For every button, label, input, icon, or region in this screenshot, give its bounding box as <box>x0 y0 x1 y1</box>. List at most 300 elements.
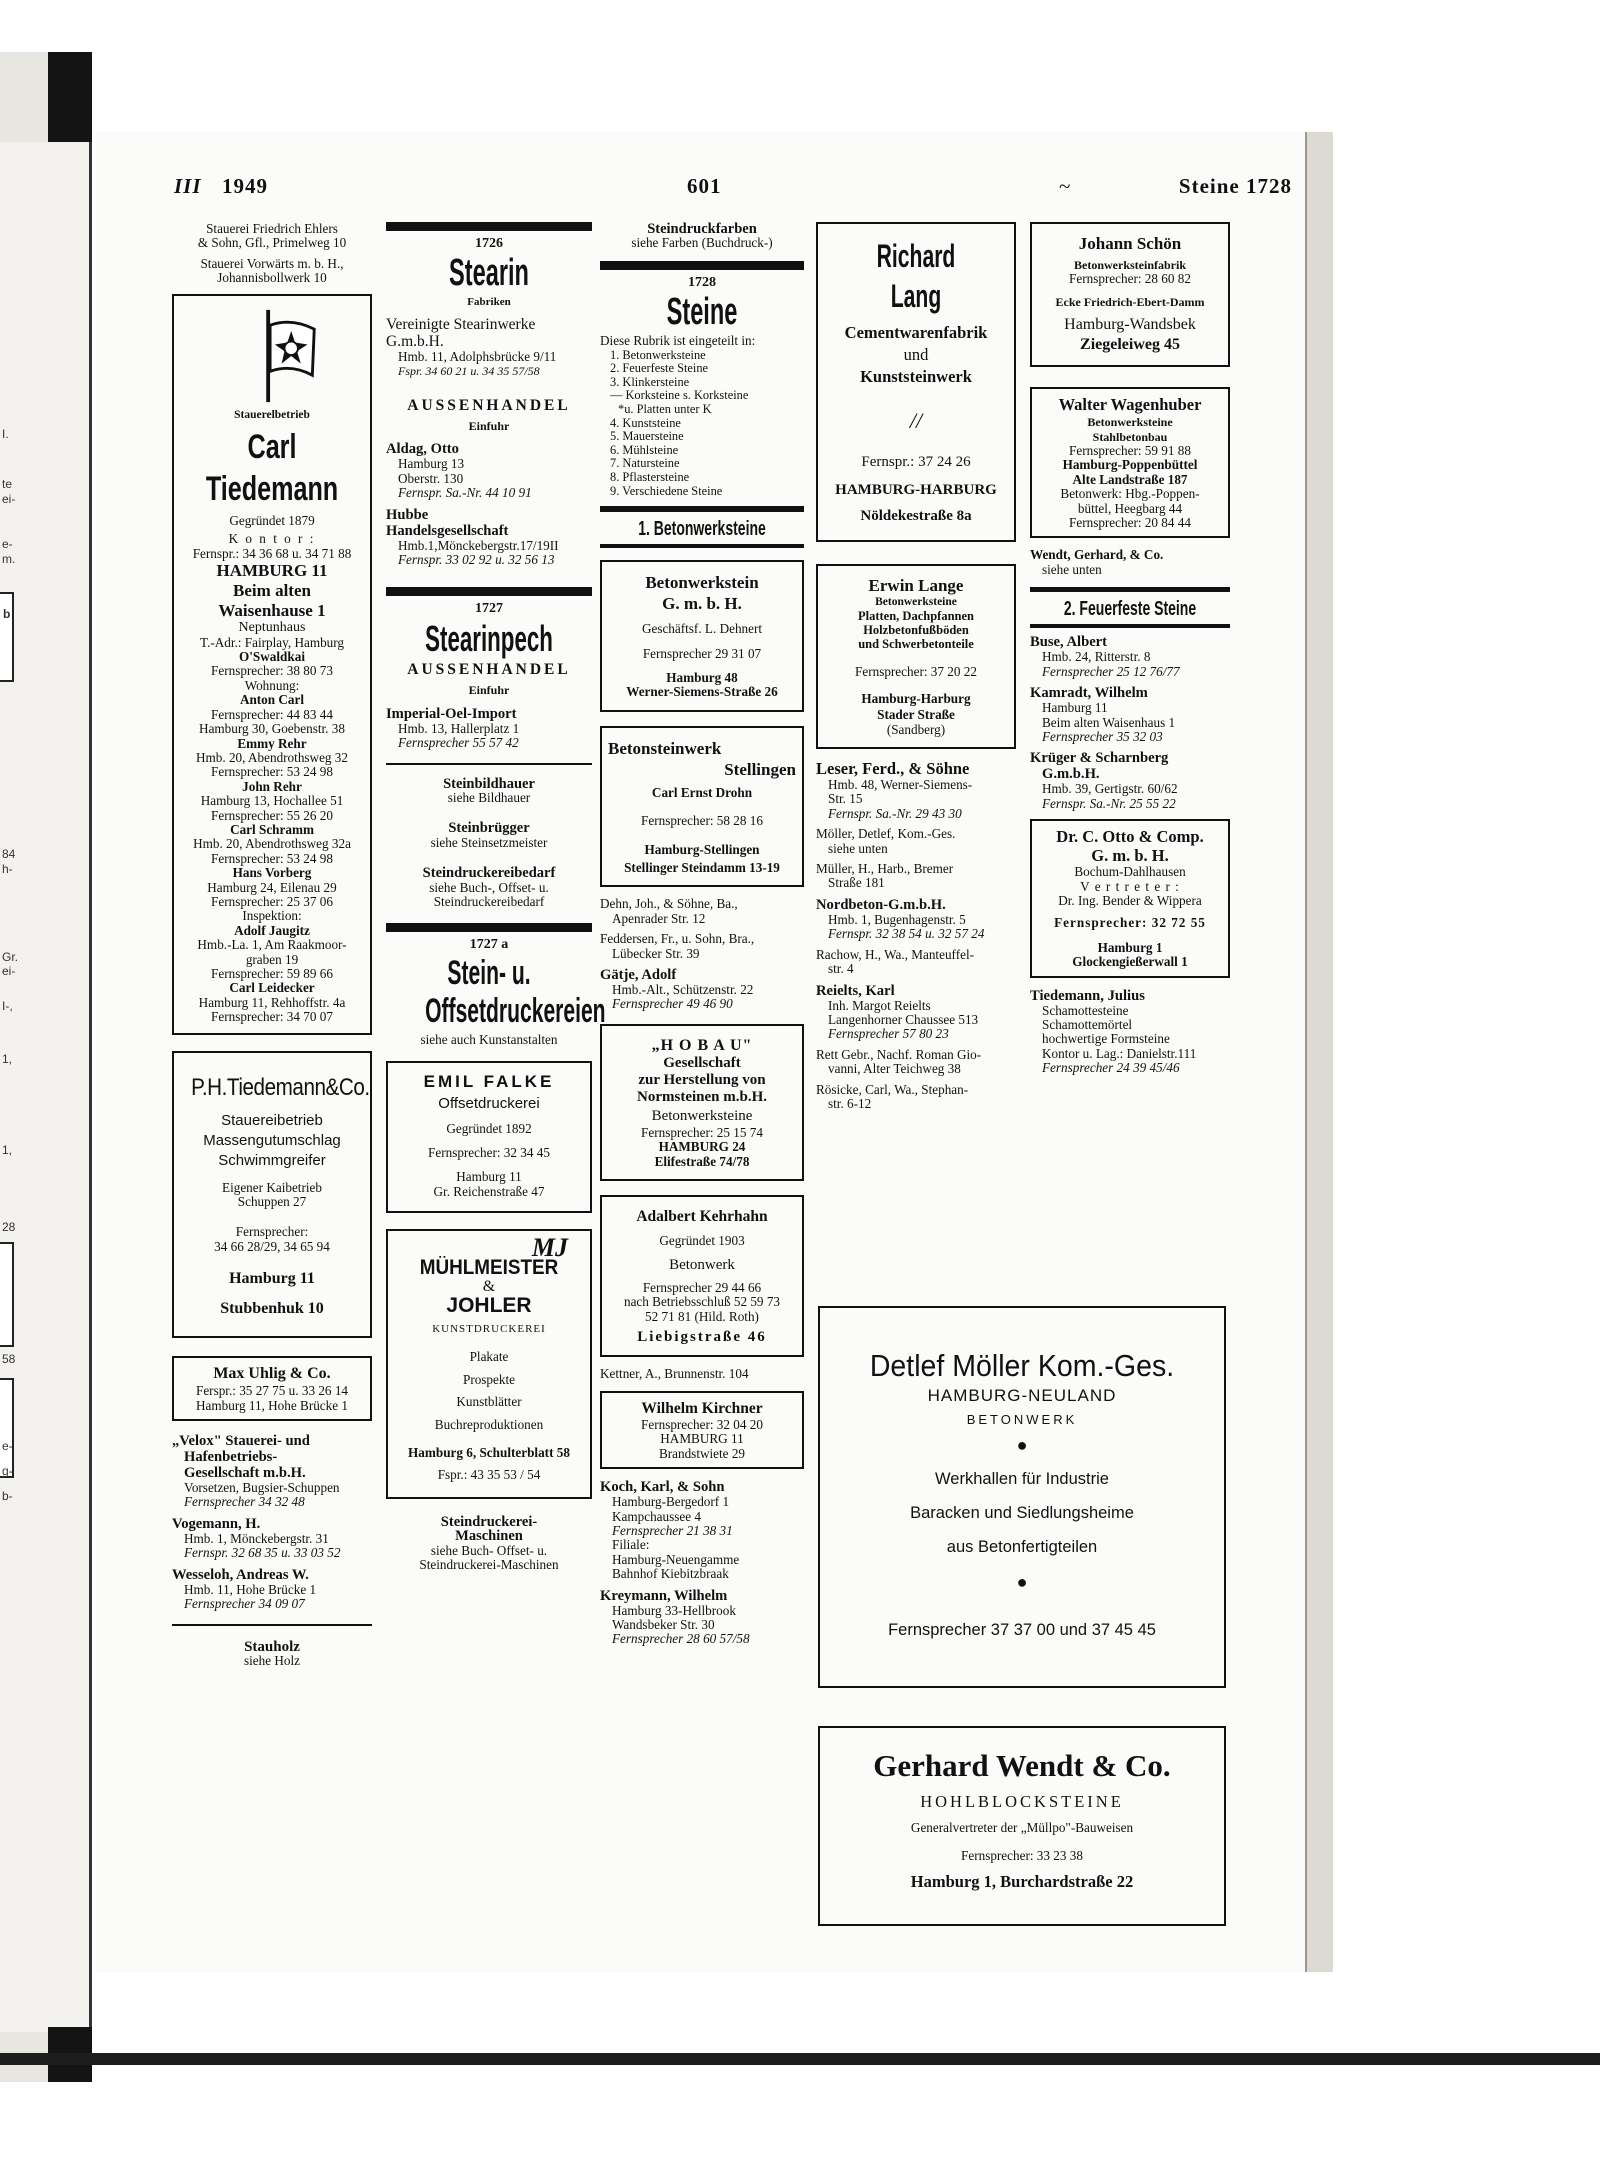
ad-johann-schoen <box>1030 222 1230 367</box>
entry-name: Vereinigte Stearinwerke <box>386 315 536 333</box>
ad-line: Stahlbetonbau <box>1092 429 1168 444</box>
fragment-box <box>0 592 14 682</box>
entry-name: Möller, Detlef, Kom.-Ges. <box>816 826 956 842</box>
left-page-fragment-band <box>0 142 92 2032</box>
list-item <box>386 507 592 568</box>
ad-line: Betonwerksteine <box>1087 415 1173 430</box>
ad-line: Betonwerksteinfabrik <box>1074 258 1186 272</box>
cross-reference-title: Stauholz <box>244 1638 300 1655</box>
entry-line: Fernsprecher 25 12 76/77 <box>1042 663 1180 679</box>
list-item <box>172 222 372 251</box>
ad-line: Inspektion: <box>242 908 302 924</box>
company-flag-logo <box>224 308 320 404</box>
entry-line: Schamottemörtel <box>1042 1016 1133 1032</box>
section-index <box>600 349 804 499</box>
index-item: 1. Betonwerksteine <box>610 347 706 362</box>
ad-line: HAMBURG-NEULAND <box>927 1386 1117 1405</box>
ad-line: Fernsprecher: 32 72 55 <box>1054 915 1206 931</box>
directory-page <box>96 132 1305 1972</box>
ad-company-name: Wilhelm Kirchner <box>641 1399 763 1417</box>
ad-line: und Schwerbetonteile <box>858 637 974 652</box>
ad-company-name: EMIL FALKE <box>423 1072 555 1092</box>
entry-line: Hmb. 39, Gertigstr. 60/62 <box>1042 781 1178 797</box>
ad-company-name: Johann Schön <box>1078 234 1182 253</box>
entry-line: Beim alten Waisenhaus 1 <box>1042 714 1176 730</box>
entry-name: Tiedemann, Julius <box>1030 987 1145 1004</box>
entry-line: Kontor u. Lag.: Danielstr.111 <box>1042 1045 1197 1061</box>
ad-line: BETONWERK <box>966 1412 1078 1427</box>
entry-line: Lübecker Str. 39 <box>612 945 700 961</box>
ad-line: Bochum-Dahlhausen <box>1074 864 1186 880</box>
entry-line: Fernsprecher 28 60 57/58 <box>612 1631 750 1647</box>
entry-name: Kamradt, Wilhelm <box>1030 685 1148 702</box>
entry-name: Reielts, Karl <box>816 982 895 999</box>
cross-reference-title: Steinbrügger <box>448 820 530 837</box>
entry-line: vanni, Alter Teichweg 38 <box>828 1061 961 1077</box>
ad-line: Fernsprecher 37 37 00 und 37 45 45 <box>888 1621 1156 1639</box>
ad-line: Emmy Rehr <box>237 735 307 751</box>
ad-line: Fernsprecher: 44 83 44 <box>211 706 333 722</box>
entry-line: Fernsprecher 49 46 90 <box>612 996 733 1012</box>
divider <box>386 923 592 932</box>
list-item <box>600 1588 804 1647</box>
entry-name: Gätje, Adolf <box>600 967 677 984</box>
fragment-text: 84 <box>2 847 16 861</box>
entry-line: Gesellschaft m.b.H. <box>184 1465 306 1482</box>
entry-name: Dehn, Joh., & Söhne, Ba., <box>600 896 738 912</box>
entry-name: Kreymann, Wilhelm <box>600 1587 728 1604</box>
ad-gerhard-wendt <box>818 1726 1226 1926</box>
entry-name: Wesseloh, Andreas W. <box>172 1566 309 1583</box>
list-item <box>816 1083 1016 1112</box>
ad-line: HAMBURG-HARBURG <box>835 482 997 499</box>
list-item <box>386 706 592 751</box>
fragment-text: m. <box>2 552 16 566</box>
cross-reference-target: siehe Farben (Buchdruck-) <box>631 235 773 251</box>
fragment-text: 28 <box>2 1220 16 1234</box>
section-number: 1727 a <box>469 937 509 953</box>
entry-name: Vogemann, H. <box>172 1515 261 1532</box>
divider <box>386 222 592 231</box>
list-item <box>816 897 1016 942</box>
ad-line: Hamburg-Wandsbek <box>1064 316 1196 334</box>
entry-line: Str. 15 <box>828 791 863 807</box>
list-item <box>1030 685 1230 744</box>
section-subtitle: Fabriken <box>467 296 511 309</box>
cross-reference-title: Maschinen <box>455 1528 523 1545</box>
entry-line: str. 6-12 <box>828 1095 872 1111</box>
list-item: Kettner, A., Brunnenstr. 104 <box>600 1365 749 1381</box>
right-page-edge <box>1305 132 1333 1972</box>
section-title: Stearin <box>449 252 529 295</box>
ad-line: Hmb. 20, Abendrothsweg 32 <box>195 749 348 765</box>
ad-line: Fernsprecher: 53 24 98 <box>211 764 333 780</box>
entry-line: hochwertige Formsteine <box>1042 1031 1170 1047</box>
list-item <box>1030 634 1230 679</box>
ad-line: Fernsprecher 29 31 07 <box>642 645 762 661</box>
section-number: 1727 <box>475 601 503 617</box>
subsection-label: Einfuhr <box>468 683 510 698</box>
ad-line: Fernsprecher 29 44 66 <box>642 1279 762 1295</box>
ad-line: Cementwarenfabrik <box>844 323 988 342</box>
fragment-text: b- <box>2 1489 13 1503</box>
entry-name: Aldag, Otto <box>386 441 459 458</box>
list-item <box>816 827 1016 856</box>
divider <box>1030 587 1230 592</box>
entry-name: Nordbeton-G.m.b.H. <box>816 896 946 913</box>
section-intro: Diese Rubrik ist eingeteilt in: <box>600 333 756 349</box>
list-item <box>172 1516 372 1561</box>
index-item: 4. Kunststeine <box>610 415 681 430</box>
ad-company-name: Dr. C. Otto & Comp. <box>1056 827 1204 847</box>
entry-line: Fernspr. Sa.-Nr. 29 43 30 <box>828 805 962 821</box>
cross-reference-title: Steindruckfarben <box>647 221 757 237</box>
entry-line: Hmb. 13, Hallerplatz 1 <box>398 720 520 736</box>
list-item <box>600 967 804 1012</box>
entry-line: Fspr. 34 60 21 u. 34 35 57/58 <box>398 364 540 379</box>
ad-betonsteinwerk-stellingen <box>600 726 804 888</box>
entry-line: Johannisbollwerk 10 <box>217 270 327 286</box>
ad-line: Fernsprecher: 34 70 07 <box>211 1009 333 1025</box>
ad-line: K o n t o r : <box>228 531 316 547</box>
fragment-text: te <box>2 477 13 491</box>
ad-line: Kunstblätter <box>456 1394 522 1410</box>
list-item <box>600 1479 804 1581</box>
entry-name: Rachow, H., Wa., Manteuffel- <box>816 946 974 962</box>
entry-line: Fernsprecher 35 32 03 <box>1042 728 1163 744</box>
ad-company-name: P.H.Tiedemann&Co. <box>191 1073 370 1101</box>
entry-name: „Velox" Stauerei- und <box>172 1433 310 1450</box>
fragment-text: b <box>3 607 11 621</box>
ad-line: nach Betriebsschluß 52 59 73 <box>623 1294 781 1310</box>
list-item <box>172 257 372 286</box>
entry-line: Hamburg 13 <box>398 456 465 472</box>
ad-line: Hamburg 11, Rehhoffstr. 4a <box>198 994 346 1010</box>
ad-line: Schwimmgreifer <box>218 1151 326 1169</box>
ad-company-name: Max Uhlig & Co. <box>213 1365 331 1383</box>
entry-name: Müller, H., Harb., Bremer <box>816 861 954 877</box>
ad-line: Werkhallen für Industrie <box>935 1470 1109 1488</box>
ad-line: büttel, Heegbarg 44 <box>1077 500 1183 516</box>
ad-line: Anton Carl <box>239 692 305 708</box>
fragment-text: ei- <box>2 492 16 506</box>
cross-reference-title: Steindruckereibedarf <box>422 865 556 882</box>
ad-line: V e r t r e t e r : <box>1080 878 1180 894</box>
entry-line: Hmb. 11, Adolphsbrücke 9/11 <box>398 348 557 364</box>
ad-line: Hans Vorberg <box>232 865 312 881</box>
entry-line: Hamburg-Bergedorf 1 <box>612 1494 730 1510</box>
entry-name: Stauerei Friedrich Ehlers <box>206 221 338 236</box>
ad-betonwerkstein-gmbh <box>600 560 804 712</box>
entry-line: Hmb. 1, Mönckebergstr. 31 <box>184 1530 329 1546</box>
entry-line: Fernspr. 32 68 35 u. 33 03 52 <box>184 1545 341 1561</box>
divider <box>386 763 592 765</box>
subsection-title: AUSSENHANDEL <box>407 396 571 414</box>
ad-company-name: Gesellschaft <box>663 1054 741 1071</box>
entry-line: Kampchaussee 4 <box>612 1508 701 1524</box>
ad-emil-falke <box>386 1061 592 1213</box>
ad-company-name: Detlef Möller Kom.-Ges. <box>869 1348 1175 1383</box>
ad-company-name: Betonwerkstein <box>645 573 759 593</box>
ad-company-name: Gerhard Wendt & Co. <box>873 1748 1171 1783</box>
ad-line: Glockengießerwall 1 <box>1072 954 1188 970</box>
entry-line: str. 4 <box>828 961 854 977</box>
ad-line: Dr. Ing. Bender & Wippera <box>1058 892 1202 908</box>
entry-line: Inh. Margot Reielts <box>828 997 931 1013</box>
entry-name: Leser, Ferd., & Söhne <box>816 759 970 779</box>
list-item <box>172 1433 372 1510</box>
ad-carl-tiedemann <box>172 294 372 1035</box>
ad-line: Neptunhaus <box>238 620 306 636</box>
list-item <box>816 1048 1016 1077</box>
entry-line: Fernsprecher 34 32 48 <box>184 1494 305 1510</box>
ad-line: graben 19 <box>245 951 299 967</box>
entry-line: Hmb.-Alt., Schützenstr. 22 <box>612 982 754 998</box>
entry-name: Rett Gebr., Nachf. Roman Gio- <box>816 1046 982 1062</box>
entry-name: Krüger & Scharnberg <box>1030 750 1169 767</box>
fragment-text: I. <box>2 427 9 441</box>
entry-line: Fernsprecher 21 38 31 <box>612 1522 733 1538</box>
ad-company-name: G. m. b. H. <box>662 594 742 614</box>
section-title: Offsetdruckereien <box>425 991 606 1030</box>
index-item: 5. Mauersteine <box>610 429 684 444</box>
ad-line: O'Swaldkai <box>239 649 305 665</box>
ad-line: Fernsprecher: 37 20 22 <box>855 664 977 680</box>
ad-max-uhlig <box>172 1356 372 1421</box>
ad-erwin-lange <box>816 564 1016 749</box>
entry-line: siehe unten <box>828 840 888 856</box>
ad-line: Geschäftsf. L. Dehnert <box>641 621 763 637</box>
ad-line: Alte Landstraße 187 <box>1072 471 1188 487</box>
ad-line: Brandstwiete 29 <box>658 1445 746 1461</box>
ad-line: Plakate <box>469 1349 509 1365</box>
column-5 <box>1030 222 1230 1082</box>
ad-company-name: JOHLER <box>446 1294 532 1317</box>
ad-line: Ziegeleiweg 45 <box>1080 336 1180 354</box>
ad-line: und <box>903 345 929 364</box>
entry-name: G.m.b.H. <box>386 332 444 350</box>
fragment-box <box>0 1378 14 1478</box>
entry-line: Hmb. 24, Ritterstr. 8 <box>1042 649 1151 665</box>
ad-line: Gegründet 1879 <box>229 513 315 529</box>
divider <box>600 544 804 548</box>
column-2 <box>386 222 606 1573</box>
ad-line: HAMBURG 11 <box>216 561 328 581</box>
header-section: Steine 1728 <box>1178 174 1292 198</box>
ad-line: Hamburg 13, Hochallee 51 <box>200 793 344 809</box>
section-number: 1726 <box>475 236 503 251</box>
entry-line: Fernsprecher 24 39 45/46 <box>1042 1060 1180 1076</box>
header-year: 1949 <box>222 174 268 198</box>
ad-line: Fernsprecher: 59 91 88 <box>1069 443 1191 459</box>
ad-kind: Stauerelbetrieb <box>234 408 310 421</box>
list-item <box>600 897 804 926</box>
ad-line: T.-Adr.: Fairplay, Hamburg <box>199 634 345 650</box>
divider <box>386 587 592 596</box>
ad-line: (Sandberg) <box>886 721 946 737</box>
subsection-title: AUSSENHANDEL <box>407 660 571 678</box>
entry-line: Fernspr. Sa.-Nr. 25 55 22 <box>1042 795 1176 811</box>
ad-line: Nöldekestraße 8a <box>860 508 972 525</box>
ad-line: Stader Straße <box>877 707 955 723</box>
entry-line: Hafenbetriebs- <box>184 1449 278 1466</box>
cross-reference-target: siehe Bildhauer <box>447 789 531 805</box>
ad-line: Fernsprecher: 32 04 20 <box>641 1416 763 1432</box>
ad-line: Fernsprecher: 58 28 16 <box>641 813 763 829</box>
ad-company-name: Betonsteinwerk <box>608 738 722 758</box>
section-number: 1728 <box>688 274 716 290</box>
ad-kirchner <box>600 1391 804 1469</box>
ad-line: Stellinger Steindamm 13-19 <box>624 860 780 875</box>
list-item <box>1030 548 1230 577</box>
ad-line: Elifestraße 74/78 <box>654 1153 750 1169</box>
ad-line: Adolf Jaugitz <box>234 922 310 938</box>
ad-company-name: „H O B A U" <box>651 1036 753 1054</box>
fragment-box <box>0 1242 14 1347</box>
ad-line: Betonwerksteine <box>875 596 957 609</box>
entry-line: Fernspr. 33 02 92 u. 32 56 13 <box>398 552 555 568</box>
ad-hobau <box>600 1024 804 1181</box>
entry-line: Hmb. 48, Werner-Siemens- <box>828 777 973 793</box>
ad-company-name: Normsteinen m.b.H. <box>637 1088 767 1105</box>
ad-walter-wagenhuber <box>1030 387 1230 538</box>
ad-line: Hamburg 1, Burchardstraße 22 <box>910 1872 1134 1891</box>
cross-reference-target: siehe auch Kunstanstalten <box>420 1031 558 1047</box>
entry-line: Fernsprecher 55 57 42 <box>398 735 519 751</box>
ad-line: Fernsprecher: 59 89 66 <box>211 966 333 981</box>
ad-line: Betonwerk: Hbg.-Poppen- <box>1060 486 1200 502</box>
entry-line: Hamburg 33-Hellbrook <box>612 1602 736 1618</box>
entry-line: siehe unten <box>1042 561 1102 577</box>
ad-detlef-moeller <box>818 1306 1226 1688</box>
ad-line: Fernsprecher: 20 84 44 <box>1069 515 1191 531</box>
ad-line: Hamburg 11 <box>456 1169 522 1185</box>
ad-line: Fernsprecher: <box>235 1224 309 1240</box>
list-item <box>1030 750 1230 811</box>
ad-richard-lang <box>816 222 1016 542</box>
entry-line: Fernspr. 32 38 54 u. 32 57 24 <box>828 926 985 942</box>
ad-company-name: Richard Lang <box>876 238 956 314</box>
entry-line: Fernsprecher 34 09 07 <box>184 1596 305 1612</box>
ad-line: Eigener Kaibetrieb <box>222 1179 322 1195</box>
entry-line: Hmb. 1, Bugenhagenstr. 5 <box>828 911 966 927</box>
list-item <box>816 862 1016 891</box>
ad-line: Liebigstraße 46 <box>637 1329 767 1346</box>
divider <box>600 506 804 512</box>
entry-line: Hmb. 11, Hohe Brücke 1 <box>184 1581 317 1597</box>
ad-company-name: Erwin Lange <box>868 576 964 596</box>
fragment-text: e- <box>2 537 13 551</box>
entry-line: & Sohn, Gfl., Primelweg 10 <box>197 235 347 251</box>
ad-muehlmeister-johler <box>386 1229 592 1499</box>
page-number: 601 <box>687 174 722 198</box>
divider <box>600 261 804 270</box>
index-item: 6. Mühlsteine <box>610 442 679 457</box>
ad-line: Fernsprecher: 25 15 74 <box>641 1124 763 1140</box>
ad-line: & <box>482 1277 496 1295</box>
fragment-text: 1, <box>2 1143 13 1157</box>
entry-line: G.m.b.H. <box>1042 766 1100 783</box>
cross-reference-target: siehe Holz <box>243 1652 301 1668</box>
bullet-icon: ● <box>1016 1572 1028 1592</box>
ad-line: Baracken und Siedlungsheime <box>910 1504 1134 1522</box>
ad-line: Buchreproduktionen <box>434 1416 544 1432</box>
ad-line: Betonwerksteine <box>651 1107 753 1124</box>
column-1 <box>172 222 372 1668</box>
ad-line: aus Betonfertigteilen <box>946 1538 1098 1556</box>
entry-line: Wandsbeker Str. 30 <box>612 1616 715 1632</box>
index-item: 7. Natursteine <box>610 456 680 471</box>
ad-line: Platten, Dachpfannen <box>858 609 974 624</box>
ad-line: HOHLBLOCKSTEINE <box>920 1792 1124 1811</box>
index-item: 8. Pflastersteine <box>610 469 690 484</box>
subsection-label: Einfuhr <box>468 419 510 434</box>
ad-line: Fernsprecher: 33 23 38 <box>961 1848 1083 1863</box>
index-item: 3. Klinkersteine <box>610 374 690 389</box>
index-item: 9. Verschiedene Steine <box>610 483 723 498</box>
ad-line: Fernsprecher: 28 60 82 <box>1069 271 1191 287</box>
subsection-title: 2. Feuerfeste Steine <box>1063 598 1197 621</box>
section-title: Stein- u. <box>447 953 531 992</box>
entry-name: Stauerei Vorwärts m. b. H., <box>200 255 344 271</box>
header-mark: ~ <box>1059 174 1072 198</box>
entry-line: Hamburg 11 <box>1042 700 1108 716</box>
cross-reference-title: Steindruckerei- <box>440 1513 538 1530</box>
entry-name: Feddersen, Fr., u. Sohn, Bra., <box>600 931 755 947</box>
list-item <box>1030 988 1230 1076</box>
ad-line: Fernsprecher: 53 24 98 <box>211 850 333 866</box>
ad-line: Hamburg 48 <box>666 669 738 685</box>
binding-strip-top <box>48 52 92 142</box>
entry-line: Bahnhof Kiebitzbraak <box>612 1566 729 1582</box>
entry-line: Fernspr. Sa.-Nr. 44 10 91 <box>398 485 532 501</box>
ad-ph-tiedemann <box>172 1051 372 1339</box>
ad-company-name: G. m. b. H. <box>1091 846 1169 866</box>
ad-company-name: Adalbert Kehrhahn <box>636 1208 768 1226</box>
ad-line: KUNSTDRUCKEREI <box>432 1323 546 1335</box>
list-item <box>386 441 592 500</box>
cross-reference-target: siehe Buch- Offset- u. <box>430 1542 548 1558</box>
list-item <box>816 983 1016 1042</box>
ad-line: HAMBURG 24 <box>658 1139 746 1155</box>
monogram-logo: MJ <box>531 1233 568 1263</box>
ad-line: Fernspr.: 34 36 68 u. 34 71 88 <box>192 545 352 561</box>
fragment-text: e- <box>2 1439 13 1453</box>
entry-line: Hmb.1,Mönckebergstr.17/19II <box>398 537 559 553</box>
ad-line: Prospekte <box>462 1371 515 1387</box>
decorative-mark: // <box>909 408 923 433</box>
ad-line: Hamburg 1 <box>1097 939 1163 955</box>
ad-line: Carl Schramm <box>230 821 314 837</box>
entry-line: Straße 181 <box>828 875 885 891</box>
ad-company-name: Carl Tiedemann <box>205 428 339 509</box>
ad-line: Hamburg 11 <box>229 1270 315 1288</box>
index-item: — Korksteine s. Korksteine <box>610 388 749 403</box>
ad-company-name: MÜHLMEISTER <box>419 1255 559 1279</box>
ad-line: HAMBURG 11 <box>660 1431 744 1447</box>
ad-line: Carl Ernst Drohn <box>651 784 753 800</box>
divider <box>1030 624 1230 628</box>
ad-kehrhahn <box>600 1195 804 1356</box>
ad-line: Offsetdruckerei <box>438 1094 540 1112</box>
fragment-text: Gr. <box>2 950 19 964</box>
ad-line: Gegründet 1903 <box>659 1233 745 1249</box>
fragment-text: 58 <box>2 1352 16 1366</box>
cross-reference-target: Steindruckereibedarf <box>433 893 545 909</box>
ad-line: Wohnung: <box>244 677 300 693</box>
ad-company-name: Stellingen <box>724 759 796 779</box>
ad-line: Generalvertreter der „Müllpo"-Bauweisen <box>910 1820 1134 1835</box>
